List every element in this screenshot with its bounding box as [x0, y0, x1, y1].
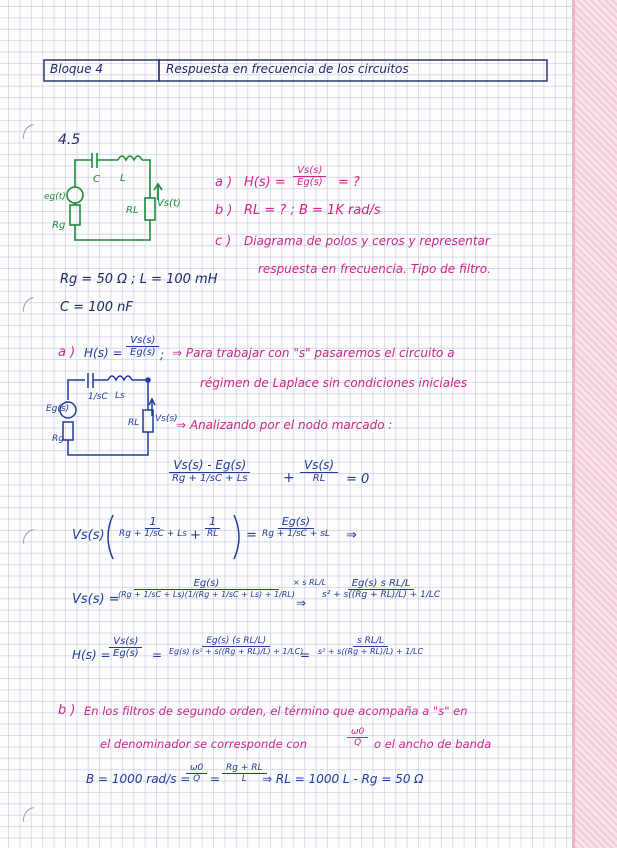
- solution-a-denominator: Eg(s): [130, 347, 156, 358]
- solution-b-line2b: o el ancho de banda: [374, 737, 492, 751]
- eq3-multiplier: × s RL/L: [293, 578, 327, 587]
- eq4-numerator: Vs(s): [109, 636, 142, 648]
- circuit1-inductor-label: L: [120, 173, 126, 184]
- circuit1-rl-label: RL: [126, 205, 139, 216]
- question-c-line2: respuesta en frecuencia. Tipo de filtro.: [258, 262, 491, 276]
- eq3-left: Vs(s) =: [72, 592, 120, 607]
- solution-a-text2: régimen de Laplace sin condiciones iniciales: [200, 376, 468, 390]
- eq1-numerator2: Vs(s): [300, 458, 338, 473]
- eq4-middle-numerator: Eg(s) (s RL/L): [202, 636, 270, 647]
- final-fraction2: [222, 763, 267, 784]
- solution-a-text3: ⇒ Analizando por el nodo marcado :: [176, 418, 393, 432]
- question-a-text: H(s) =: [244, 175, 286, 190]
- eq2-plus: +: [190, 528, 201, 543]
- question-b-text: RL = ? ; B = 1K rad/s: [244, 203, 381, 218]
- eq4-middle-denominator: Eg(s) (s² + s((Rg + RL)/L) + 1/LC): [169, 647, 304, 656]
- eq2-arrow: ⇒: [346, 528, 357, 543]
- eq4-right-fraction: [314, 636, 427, 656]
- eq3-fraction: [114, 578, 299, 599]
- circuit-2: [60, 373, 155, 455]
- eq1-denominator2: RL: [312, 473, 326, 484]
- final-equals: =: [210, 772, 221, 786]
- circuit1-source-label: eg(t): [44, 192, 66, 202]
- solution-a-h-tail: ;: [160, 348, 165, 362]
- question-a-denominator: Eg(s): [297, 177, 323, 188]
- solution-b-label: b ): [58, 703, 76, 718]
- circuit-1: [67, 153, 162, 240]
- solution-b-inline-numerator: ω0: [347, 727, 368, 738]
- question-c-label: c ): [215, 234, 232, 249]
- circuit2-rg-label: Rg: [52, 434, 64, 444]
- eq3-numerator: Eg(s): [134, 578, 280, 590]
- given-c: C = 100 nF: [60, 300, 133, 315]
- final-result: ⇒ RL = 1000 L - Rg = 50 Ω: [262, 772, 424, 786]
- header-topic: Respuesta en frecuencia de los circuitos: [166, 62, 409, 76]
- eq2-numerator2: 1: [205, 515, 220, 529]
- eq2-right-numerator: Eg(s): [278, 515, 314, 529]
- solution-a-numerator: Vs(s): [126, 335, 159, 347]
- eq2-left: Vs(s): [72, 528, 105, 543]
- question-b-label: b ): [215, 203, 233, 218]
- eq4-right-numerator: s RL/L: [353, 636, 388, 647]
- eq2-denominator2: RL: [207, 529, 219, 539]
- problem-number: 4.5: [58, 132, 81, 148]
- final-numerator1: ω0: [186, 763, 207, 774]
- final-numerator2: Rg + RL: [222, 763, 267, 774]
- question-a-fraction: [293, 165, 327, 188]
- circuit1-capacitor-label: C: [93, 174, 100, 185]
- eq4-equals2: =: [300, 648, 311, 662]
- solution-a-label: a ): [58, 345, 76, 360]
- final-denominator2: L: [241, 774, 247, 784]
- question-a-numerator: Vs(s): [293, 165, 326, 177]
- solution-a-fraction: [126, 335, 160, 358]
- eq3-denominator: (Rg + 1/sC + Ls)(1/(Rg + 1/sC + Ls) + 1/RL): [118, 590, 295, 599]
- eq3-right-denominator: s² + s((Rg + RL)/L) + 1/LC: [322, 590, 441, 600]
- eq2-equals: =: [246, 528, 257, 543]
- eq4-right-denominator: s² + s((Rg + RL)/L) + 1/LC: [318, 647, 424, 656]
- solution-a-text1: ⇒ Para trabajar con "s" pasaremos el circuito a: [172, 346, 455, 360]
- eq3-arrow: ⇒: [296, 596, 307, 610]
- eq1-fraction2: [300, 458, 338, 484]
- eq2-denominator1: Rg + 1/sC + Ls: [119, 529, 187, 539]
- circuit1-rg-label: Rg: [52, 220, 66, 231]
- eq3-right-fraction: [318, 578, 444, 600]
- circuit1-vs-label: Vs(t): [157, 198, 181, 209]
- solution-b-inline-denominator: Q: [354, 738, 362, 748]
- final-fraction1: [186, 763, 207, 784]
- solution-a-h-left: H(s) =: [84, 346, 123, 360]
- final-bandwidth: B = 1000 rad/s =: [86, 772, 191, 786]
- eq2-fraction2: [203, 515, 222, 539]
- eq3-right-numerator: Eg(s) s RL/L: [348, 578, 415, 590]
- eq4-denominator: Eg(s): [113, 648, 139, 659]
- question-c-line1: Diagrama de polos y ceros y representar: [244, 234, 490, 248]
- eq4-middle-fraction: [165, 636, 307, 656]
- solution-b-line2a: el denominador se corresponde con: [100, 737, 307, 751]
- final-denominator1: Q: [193, 774, 201, 784]
- circuit2-vs-label: Vs(s): [155, 414, 178, 424]
- eq1-tail: = 0: [346, 472, 370, 487]
- eq1-plus: +: [283, 470, 295, 486]
- eq2-fraction3: [258, 515, 334, 539]
- eq2-fraction1: [115, 515, 191, 539]
- circuit2-rl-label: RL: [128, 418, 140, 428]
- eq4-left: H(s) =: [72, 648, 111, 662]
- eq1-fraction1: [168, 458, 251, 484]
- circuit2-capacitor-label: 1/sC: [88, 392, 108, 402]
- question-a-label: a ): [215, 175, 233, 190]
- header-block: Bloque 4: [50, 62, 103, 76]
- solution-b-line1: En los filtros de segundo orden, el término que acompaña a "s" en: [84, 704, 468, 718]
- eq1-denominator1: Rg + 1/sC + Ls: [172, 473, 248, 484]
- eq2-numerator1: 1: [145, 515, 160, 529]
- given-rg-l: Rg = 50 Ω ; L = 100 mH: [60, 272, 218, 287]
- circuit2-source-label: Eg(s): [46, 404, 70, 414]
- eq4-fraction: [109, 636, 143, 659]
- eq2-right-denominator: Rg + 1/sC + sL: [262, 529, 330, 539]
- circuit2-inductor-label: Ls: [115, 391, 125, 401]
- eq4-equals1: =: [152, 648, 163, 662]
- solution-b-inline-fraction: [347, 727, 368, 748]
- eq1-numerator1: Vs(s) - Eg(s): [169, 458, 250, 473]
- question-a-tail: = ?: [338, 175, 360, 190]
